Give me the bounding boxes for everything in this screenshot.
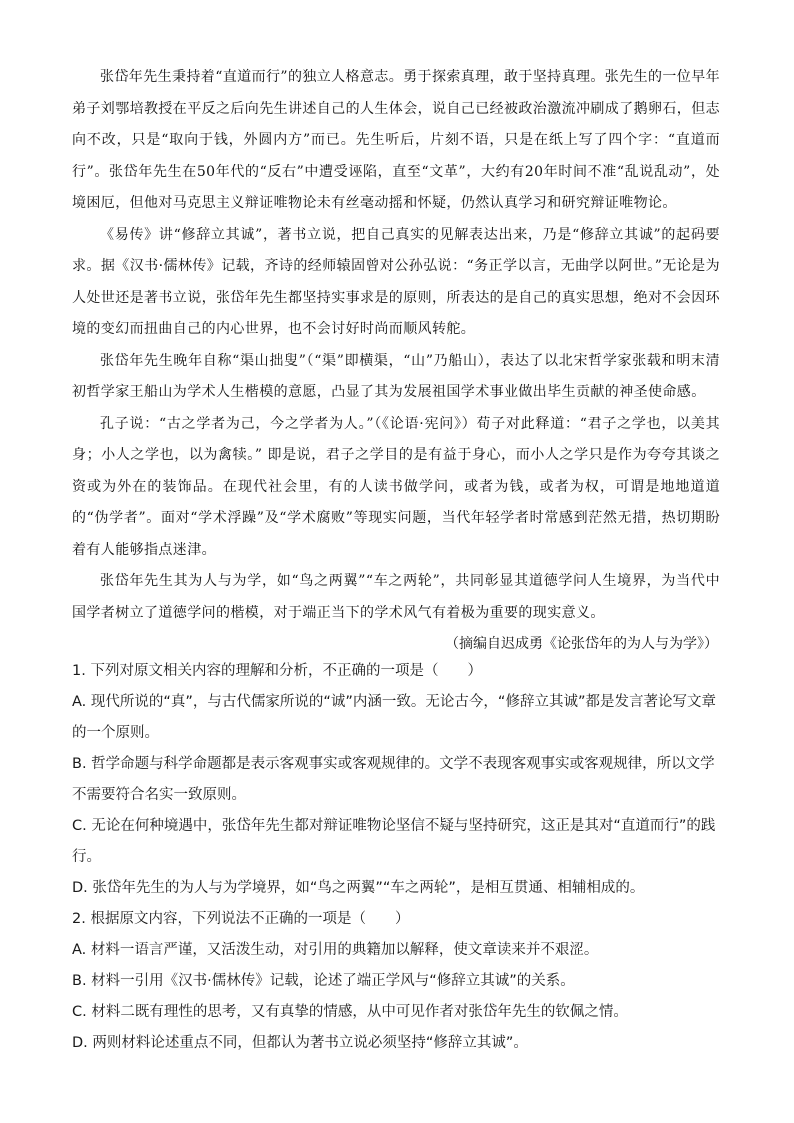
answer-option: B. 哲学命题与科学命题都是表示客观事实或客观规律的。文学不表现客观事实或客观规律，所以文学不需要符合名实一致原则。 bbox=[72, 756, 715, 803]
passage-source: （摘编自迟成勇《论张岱年的为人与为学》） bbox=[445, 636, 718, 652]
passage-paragraph: 张岱年先生其为人与为学，如“鸟之两翼”“车之两轮”，共同彰显其道德学问人生境界，为当代中国学者树立了道德学问的楷模，对于端正当下的学术风气有着极为重要的现实意义。 bbox=[72, 573, 720, 621]
answer-option: C. 材料二既有理性的思考，又有真挚的情感，从中可见作者对张岱年先生的钦佩之情。 bbox=[72, 1004, 628, 1020]
answer-option: A. 材料一语言严谨，又活泼生动，对引用的典籍加以解释，使文章读来并不艰涩。 bbox=[72, 942, 599, 958]
answer-option: B. 材料一引用《汉书·儒林传》记载，论述了端正学风与“修辞立其诚”的关系。 bbox=[72, 973, 575, 989]
answer-option: A. 现代所说的“真”，与古代儒家所说的“诚”内涵一致。无论古今，“修辞立其诚”都是发言著论写文章的一个原则。 bbox=[72, 694, 716, 741]
passage-paragraph: 张岱年先生晚年自称“渠山拙叟”（“渠”即横渠，“山”乃船山），表达了以北宋哲学家张载和明末清初哲学家王船山为学术人生楷模的意愿，凸显了其为发展祖国学术事业做出毕生贡献的神圣使命感。 bbox=[72, 352, 720, 400]
answer-option: C. 无论在何种境遇中，张岱年先生都对辩证唯物论坚信不疑与坚持研究，这正是其对“直道而行”的践行。 bbox=[72, 818, 716, 865]
question-stem: 1. 下列对原文相关内容的理解和分析，不正确的一项是（ ） bbox=[72, 663, 482, 679]
question-1 bbox=[72, 656, 722, 904]
answer-option: D. 张岱年先生的为人与为学境界，如“鸟之两翼”“车之两轮”，是相互贯通、相辅相成的。 bbox=[72, 880, 645, 896]
reading-passage bbox=[72, 62, 720, 660]
passage-paragraph: 张岱年先生秉持着“直道而行”的独立人格意志。勇于探索真理，敢于坚持真理。张先生的一位早年弟子刘鄂培教授在平反之后向先生讲述自己的人生体会，说自己已经被政治激流冲刷成了鹅卵石，但志向不改，只是“取向于钱，外圆内方”而已。先生听后，片刻不语，只是在纸上写了四个字：“直道而行”。张岱年先生在50年代的“反右”中遭受诬陷，直至“文革”，大约有20年时间不准“乱说乱动”，处境困厄，但他对马克思主义辩证唯物论未有丝毫动摇和怀疑，仍然认真学习和研究辩证唯物论。 bbox=[72, 69, 720, 211]
passage-paragraph: 孔子说：“古之学者为己，今之学者为人。”（《论语·宪问》）荀子对此释道：“君子之学也，以美其身；小人之学也，以为禽犊。” 即是说，君子之学目的是有益于身心，而小人之学只是作为夸夸其谈之资或为外在的装饰品。在现代社会里，有的人读书做学问，或者为钱，或者为权，可谓是地地道道的“伪学者”。面对“学术浮躁”及“学术腐败”等现实问题，当代年轻学者时常感到茫然无措，热切期盼着有人能够指点迷津。 bbox=[72, 415, 720, 558]
passage-paragraph: 《易传》讲“修辞立其诚”，著书立说，把自己真实的见解表达出来，乃是“修辞立其诚”的起码要求。据《汉书·儒林传》记载，齐诗的经师辕固曾对公孙弘说：“务正学以言，无曲学以阿世。”无论是为人处世还是著书立说，张岱年先生都坚持实事求是的原则，所表达的是自己的真实思想，绝对不会因环境的变幻而扭曲自己的内心世界，也不会讨好时尚而顺风转舵。 bbox=[72, 226, 720, 337]
answer-option: D. 两则材料论述重点不同，但都认为著书立说必须坚持“修辞立其诚”。 bbox=[72, 1035, 528, 1051]
question-list bbox=[72, 656, 722, 1059]
question-stem: 2. 根据原文内容，下列说法不正确的一项是（ ） bbox=[72, 911, 410, 927]
question-2 bbox=[72, 904, 722, 1059]
